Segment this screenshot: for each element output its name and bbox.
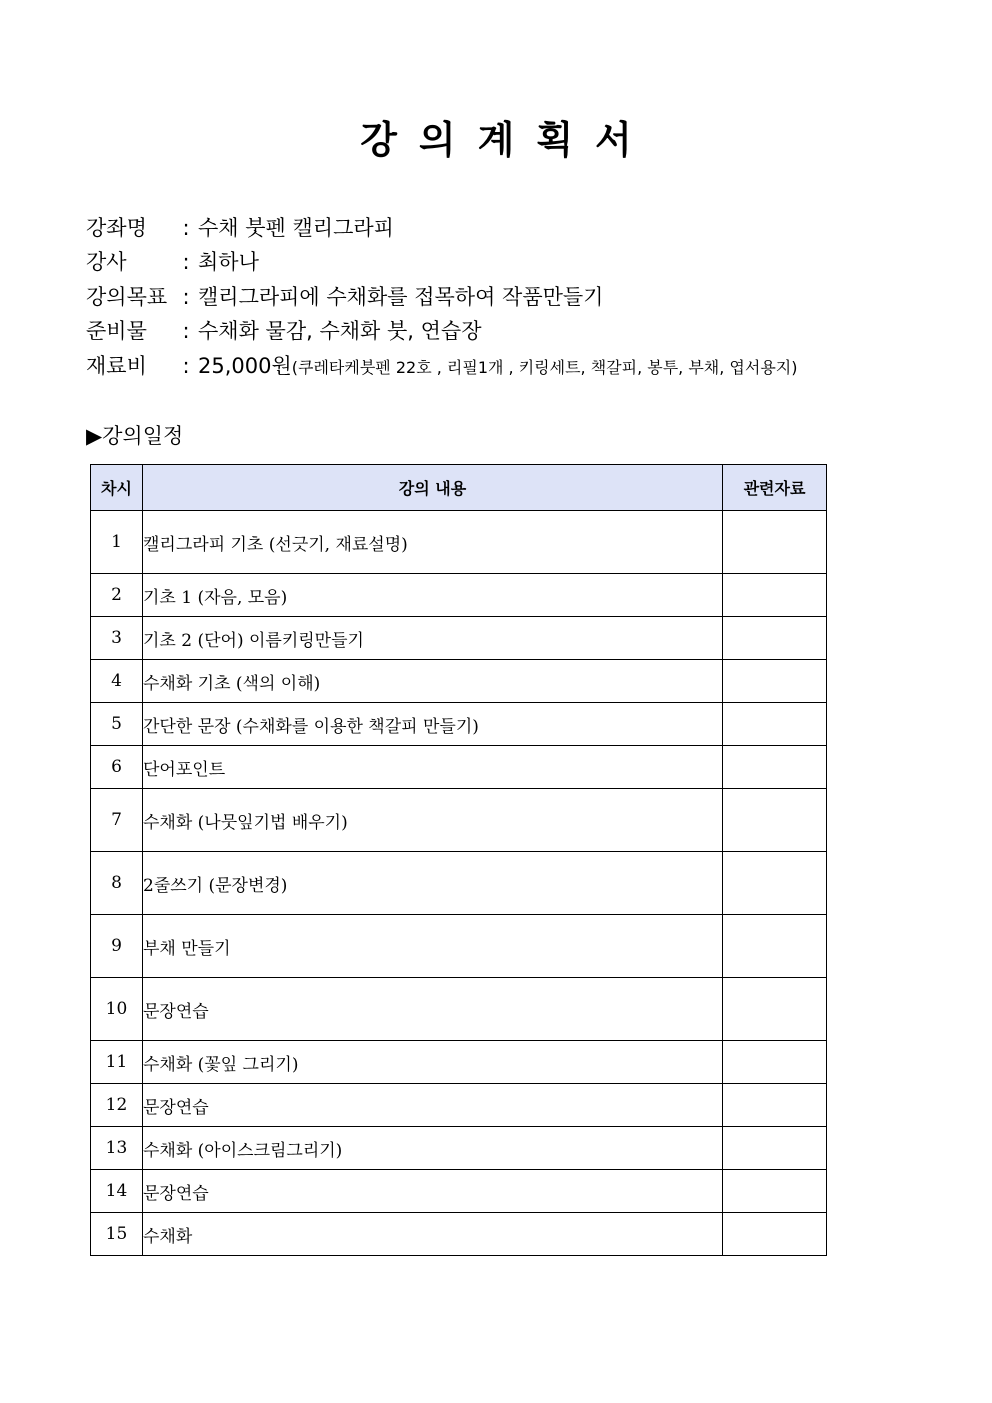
session-content: 문장연습 xyxy=(143,1170,723,1213)
session-materials xyxy=(723,746,827,789)
info-label: 준비물 xyxy=(86,319,147,344)
schedule-heading: ▶강의일정 xyxy=(86,424,184,448)
table-row xyxy=(91,852,827,915)
session-number: 10 xyxy=(91,978,143,1041)
info-value: 수채 붓펜 캘리그라피 xyxy=(198,216,394,240)
session-number: 15 xyxy=(91,1213,143,1256)
table-row xyxy=(91,1127,827,1170)
session-materials xyxy=(723,1170,827,1213)
table-row xyxy=(91,915,827,978)
info-value: 수채화 물감, 수채화 붓, 연습장 xyxy=(198,319,482,344)
session-number: 6 xyxy=(91,746,143,789)
table-header-row xyxy=(91,465,827,511)
session-content: 문장연습 xyxy=(143,978,723,1041)
session-number: 7 xyxy=(91,789,143,852)
info-separator: : xyxy=(182,284,190,309)
session-number: 4 xyxy=(91,660,143,703)
session-number: 13 xyxy=(91,1127,143,1170)
session-number: 14 xyxy=(91,1170,143,1213)
info-label: 강좌명 xyxy=(86,216,147,240)
info-value: 최하나 xyxy=(198,250,259,275)
table-row xyxy=(91,789,827,852)
session-materials xyxy=(723,703,827,746)
session-number: 11 xyxy=(91,1041,143,1084)
info-row-fee xyxy=(86,349,797,383)
info-row-course-name xyxy=(86,211,797,245)
session-materials xyxy=(723,915,827,978)
session-number: 12 xyxy=(91,1084,143,1127)
session-content: 부채 만들기 xyxy=(143,915,723,978)
info-label: 강의목표 xyxy=(86,284,168,309)
table-row xyxy=(91,1084,827,1127)
table-row xyxy=(91,574,827,617)
column-header-materials: 관련자료 xyxy=(723,465,827,511)
session-number: 1 xyxy=(91,511,143,574)
course-info xyxy=(86,211,797,383)
session-content: 단어포인트 xyxy=(143,746,723,789)
session-content: 2줄쓰기 (문장변경) xyxy=(143,852,723,915)
session-content: 기초 2 (단어) 이름키링만들기 xyxy=(143,617,723,660)
session-content: 수채화 (꽃잎 그리기) xyxy=(143,1041,723,1084)
info-label: 재료비 xyxy=(86,353,147,378)
session-number: 8 xyxy=(91,852,143,915)
info-value: 캘리그라피에 수채화를 접목하여 작품만들기 xyxy=(198,284,604,309)
table-row xyxy=(91,511,827,574)
info-note: (쿠레타케붓펜 22호 , 리필1개 , 키링세트, 책갈피, 봉투, 부채, 엽서용지) xyxy=(291,357,798,377)
schedule-table xyxy=(90,464,827,1256)
session-materials xyxy=(723,1213,827,1256)
session-number: 2 xyxy=(91,574,143,617)
session-materials xyxy=(723,852,827,915)
info-separator: : xyxy=(182,216,190,240)
session-number: 5 xyxy=(91,703,143,746)
session-content: 기초 1 (자음, 모음) xyxy=(143,574,723,617)
table-row xyxy=(91,703,827,746)
session-content: 수채화 (나뭇잎기법 배우기) xyxy=(143,789,723,852)
table-row xyxy=(91,978,827,1041)
session-materials xyxy=(723,978,827,1041)
table-row xyxy=(91,1213,827,1256)
table-row xyxy=(91,746,827,789)
table-row xyxy=(91,617,827,660)
session-materials xyxy=(723,660,827,703)
session-number: 9 xyxy=(91,915,143,978)
document-title: 강의계획서 xyxy=(360,118,654,162)
session-materials xyxy=(723,1084,827,1127)
session-materials xyxy=(723,789,827,852)
info-value: 25,000원 xyxy=(198,353,292,378)
column-header-content: 강의 내용 xyxy=(143,465,723,511)
info-row-instructor xyxy=(86,245,797,279)
session-content: 수채화 기초 (색의 이해) xyxy=(143,660,723,703)
session-materials xyxy=(723,1127,827,1170)
column-header-session: 차시 xyxy=(91,465,143,511)
table-row xyxy=(91,1170,827,1213)
info-separator: : xyxy=(182,250,190,275)
table-row xyxy=(91,660,827,703)
info-row-goal xyxy=(86,280,797,314)
info-row-materials xyxy=(86,314,797,348)
session-number: 3 xyxy=(91,617,143,660)
session-materials xyxy=(723,617,827,660)
table-row xyxy=(91,1041,827,1084)
session-materials xyxy=(723,1041,827,1084)
session-content: 캘리그라피 기초 (선긋기, 재료설명) xyxy=(143,511,723,574)
session-materials xyxy=(723,511,827,574)
session-content: 간단한 문장 (수채화를 이용한 책갈피 만들기) xyxy=(143,703,723,746)
session-content: 문장연습 xyxy=(143,1084,723,1127)
session-materials xyxy=(723,574,827,617)
session-content: 수채화 xyxy=(143,1213,723,1256)
info-label: 강사 xyxy=(86,250,127,275)
session-content: 수채화 (아이스크림그리기) xyxy=(143,1127,723,1170)
info-separator: : xyxy=(182,319,190,344)
info-separator: : xyxy=(182,353,190,378)
